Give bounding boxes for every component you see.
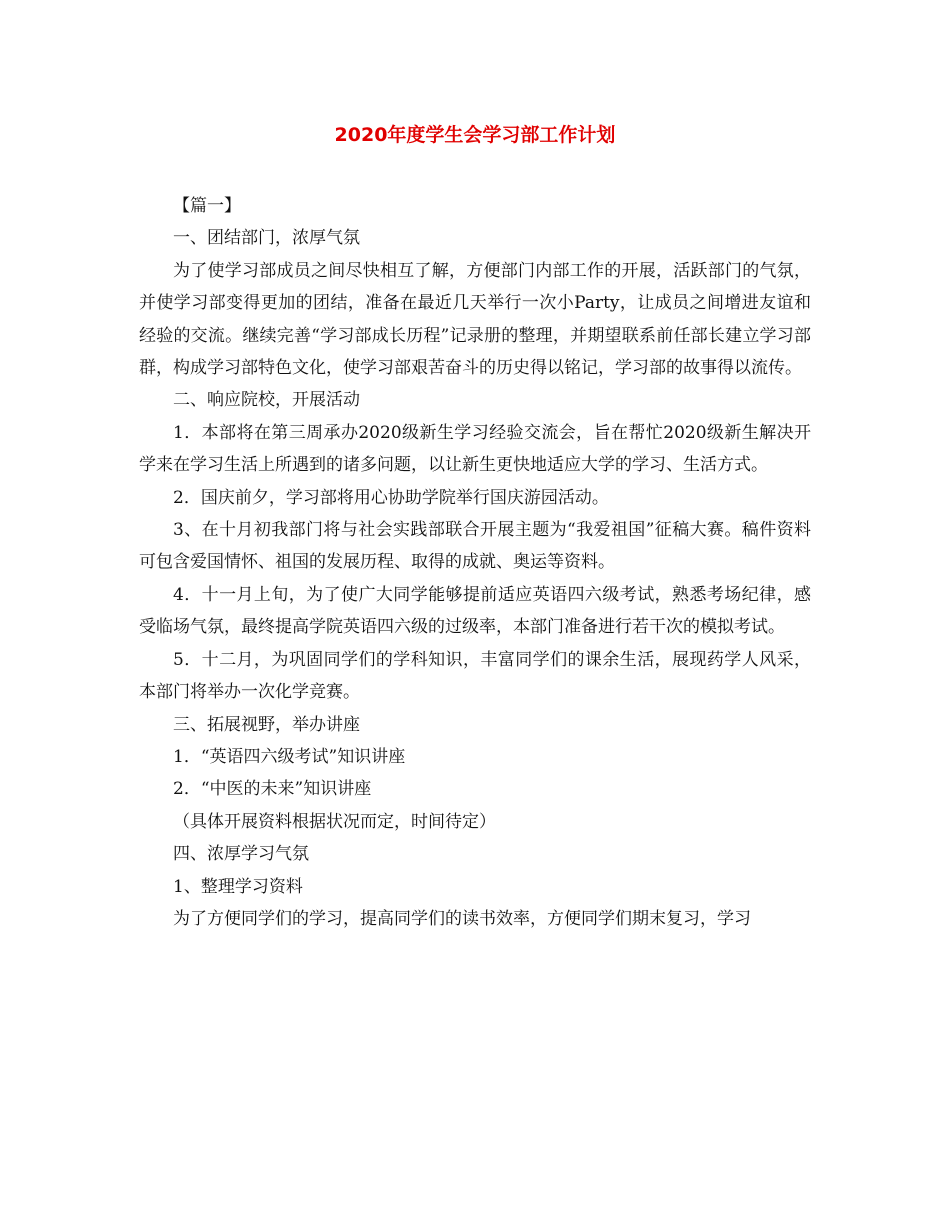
paragraph: 1、整理学习资料 — [173, 876, 303, 897]
paragraph: 1．“英语四六级考试”知识讲座 — [173, 746, 406, 767]
paragraph: （具体开展资料根据状况而定，时间待定） — [173, 811, 496, 832]
paragraph: 为了方便同学们的学习，提高同学们的读书效率，方便同学们期末复习，学习 — [173, 908, 751, 929]
paragraph-heading-1: 一、团结部门，浓厚气氛 — [173, 228, 360, 249]
paragraph: 1．本部将在第三周承办2020级新生学习经验交流会，旨在帮忙2020级新生解决开学来在学习生活上所遇到的诸多问题，以让新生更快地适应大学的学习、生活方式。 — [139, 422, 811, 476]
page-title: 2020年度学生会学习部工作计划 — [334, 124, 616, 146]
document-body — [139, 190, 811, 935]
paragraph: 为了使学习部成员之间尽快相互了解，方便部门内部工作的开展，活跃部门的气氛，并使学习部变得更加的团结，准备在最近几天举行一次小Party，让成员之间增进友谊和经验的交流。继续完善“学习部成长历程”记录册的整理，并期望联系前任部长建立学习部群，构成学习部特色文化，使学习部艰苦奋斗的历史得以铭记，学习部的故事得以流传。 — [139, 260, 811, 379]
paragraph-heading-2: 二、响应院校，开展活动 — [173, 390, 360, 411]
paragraph-heading-4: 四、浓厚学习气氛 — [173, 844, 309, 865]
paragraph: 2．国庆前夕，学习部将用心协助学院举行国庆游园活动。 — [173, 487, 609, 508]
paragraph: 3、在十月初我部门将与社会实践部联合开展主题为“我爱祖国”征稿大赛。稿件资料可包含爱国情怀、祖国的发展历程、取得的成就、奥运等资料。 — [139, 520, 811, 573]
paragraph-heading-3: 三、拓展视野，举办讲座 — [173, 714, 360, 735]
paragraph-section-label: 【篇一】 — [173, 196, 241, 216]
paragraph: 2．“中医的未来”知识讲座 — [173, 779, 372, 800]
paragraph: 5．十二月，为巩固同学们的学科知识，丰富同学们的课余生活，展现药学人风采，本部门将举办一次化学竞赛。 — [139, 649, 811, 703]
paragraph: 4．十一月上旬，为了使广大同学能够提前适应英语四六级考试，熟悉考场纪律，感受临场气氛，最终提高学院英语四六级的过级率，本部门准备进行若干次的模拟考试。 — [139, 584, 811, 638]
